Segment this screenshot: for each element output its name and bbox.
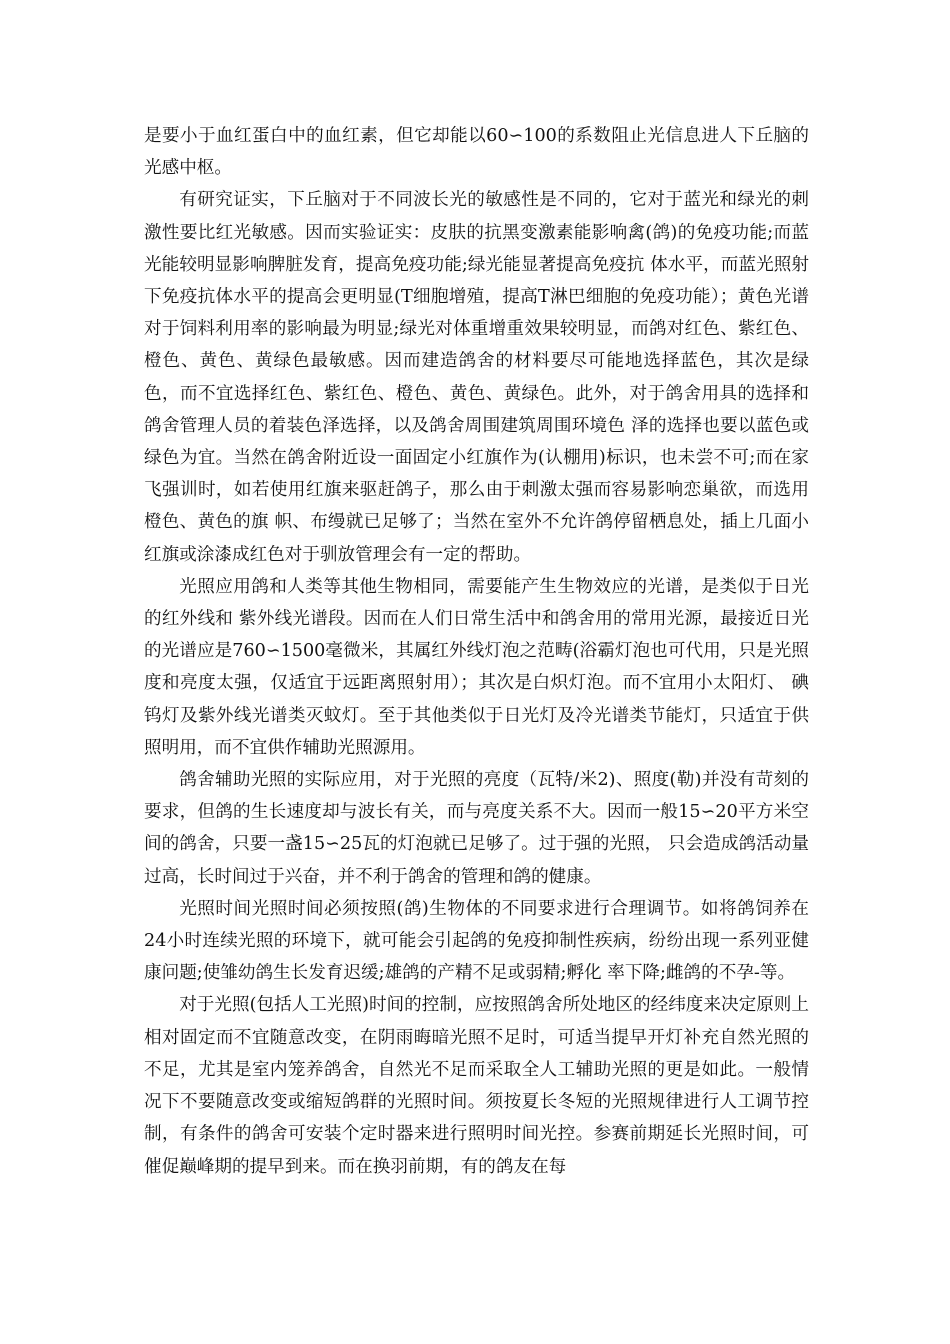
body-text [144,120,809,1183]
paragraph-3: 光照应用鸽和人类等其他生物相同，需要能产生生物效应的光谱，是类似于日光的红外线和 紫外线光谱段。因而在人们日常生活中和鸽舍用的常用光源，最接近日光的光谱应是760∽1500毫微米，其属红外线灯泡之范畴(浴霸灯泡也可代用，只是光照度和亮度太强，仅适宜于远距离照射用）；其次是白炽灯泡。而不宜用小太阳灯、 碘钨灯及紫外线光谱类灭蚊灯。至于其他类似于日光灯及冷光谱类节能灯，只适宜于供照明用，而不宜供作辅助光照源用。 [144,576,809,758]
paragraph-4: 鸽舍辅助光照的实际应用，对于光照的亮度（瓦特/米2)、照度(勒)并没有苛刻的要求，但鸽的生长速度却与波长有关，而与亮度关系不大。因而一般15∽20平方米空间的鸽舍，只要一盏15∽25瓦的灯泡就已足够了。过于强的光照， 只会造成鸽活动量过高，长时间过于兴奋，并不利于鸽舍的管理和鸽的健康。 [144,770,809,887]
paragraph-1: 是要小于血红蛋白中的血红素，但它却能以60∽100的系数阻止光信息进人下丘脑的光感中枢。 [144,126,809,179]
paragraph-6: 对于光照(包括人工光照)时间的控制，应按照鸽舍所处地区的经纬度来决定原则上相对固定而不宜随意改变，在阴雨晦暗光照不足时，可适当提早开灯补充自然光照的不足，尤其是室内笼养鸽舍，自然光不足而采取全人工辅助光照的更是如此。一般情况下不要随意改变或缩短鸽群的光照时间。须按夏长冬短的光照规律进行人工调节控制，有条件的鸽舍可安装个定时器来进行照明时间光控。参赛前期延长光照时间，可催促巅峰期的提早到来。而在换羽前期，有的鸽友在每 [144,995,809,1177]
paragraph-5: 光照时间光照时间必须按照(鸽)生物体的不同要求进行合理调节。如将鸽饲养在24小时连续光照的环境下，就可能会引起鸽的免疫抑制性疾病，纷纷出现一系列亚健康问题;使雏幼鸽生长发育迟缓;雄鸽的产精不足或弱精;孵化 率下降;雌鸽的不孕-等。 [144,898,809,984]
paragraph-2: 有研究证实，下丘脑对于不同波长光的敏感性是不同的，它对于蓝光和绿光的刺激性要比红光敏感。因而实验证实：皮肤的抗黑变激素能影响禽(鸽)的免疫功能;而蓝光能较明显影响脾脏发育，提高免疫功能;绿光能显著提高免疫抗 体水平，而蓝光照射下免疫抗体水平的提高会更明显(T细胞增殖，提高T淋巴细胞的免疫功能）；黄色光谱对于饲料利用率的影响最为明显;绿光对体重增重效果较明显，而鸽对红色、紫红色、橙色、黄色、黄绿色最敏感。因而建造鸽舍的材料要尽可能地选择蓝色，其次是绿色，而不宜选择红色、紫红色、橙色、黄色、黄绿色。此外，对于鸽舍用具的选择和鸽舍管理人员的着装色泽选择，以及鸽舍周围建筑周围环境色 泽的选择也要以蓝色或绿色为宜。当然在鸽舍附近设一面固定小红旗作为(认棚用)标识，也未尝不可;而在家飞强训时，如若使用红旗来驱赶鸽子，那么由于刺激太强而容易影响恋巢欲，而选用橙色、黄色的旗 帜、布缦就已足够了；当然在室外不允许鸽停留栖息处，插上几面小红旗或涂漆成红色对于驯放管理会有一定的帮助。 [144,190,809,565]
